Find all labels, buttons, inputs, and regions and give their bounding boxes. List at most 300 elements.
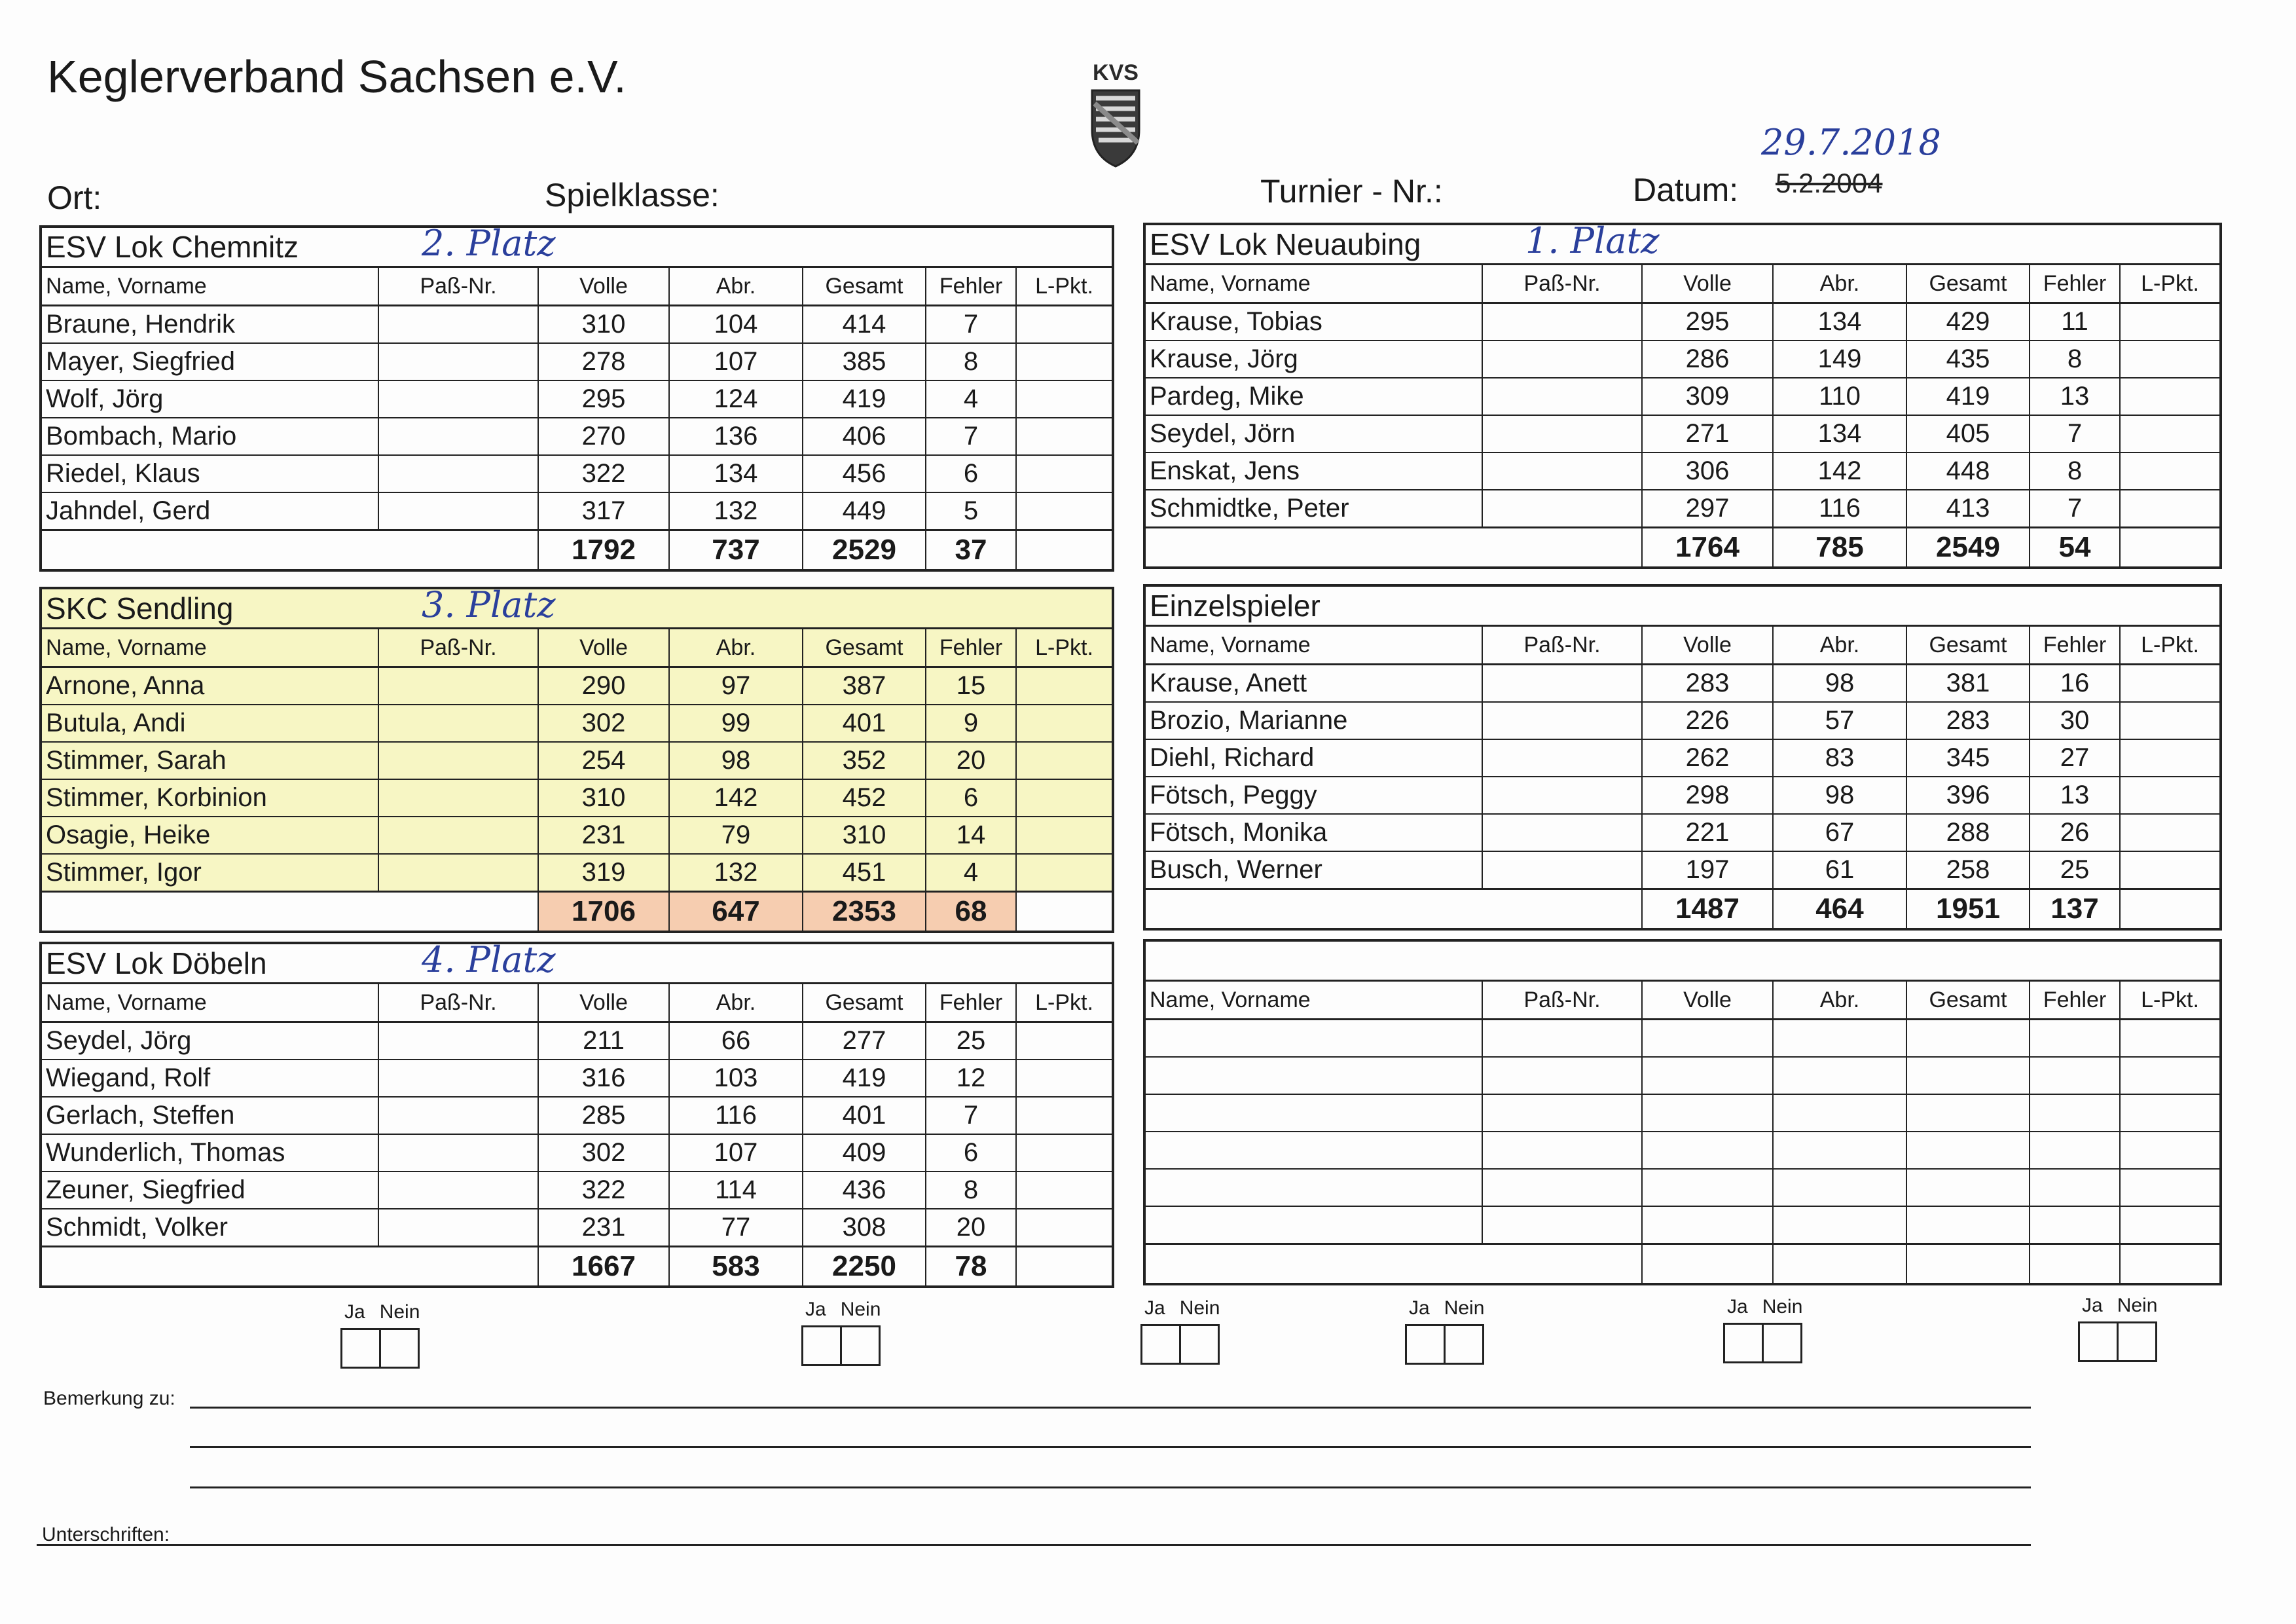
total-volle: 1706	[538, 892, 669, 932]
player-name: Wiegand, Rolf	[41, 1060, 378, 1097]
nein-checkbox[interactable]	[1181, 1324, 1220, 1365]
player-fehler: 6	[926, 779, 1016, 817]
player-row	[1144, 702, 2221, 739]
player-gesamt: 345	[1906, 739, 2030, 777]
nein-checkbox[interactable]	[381, 1328, 420, 1369]
column-header: Paß-Nr.	[1482, 981, 1642, 1020]
player-abr: 61	[1773, 851, 1906, 889]
player-row	[41, 705, 1113, 742]
player-l-pkt	[1016, 1209, 1113, 1247]
player-fehler: 9	[926, 705, 1016, 742]
player-l-pkt	[2120, 490, 2221, 528]
player-row	[1144, 1020, 2221, 1058]
nein-checkbox[interactable]	[842, 1325, 881, 1366]
player-volle: 278	[538, 343, 669, 380]
player-l-pkt	[1016, 492, 1113, 530]
player-abr: 142	[1773, 452, 1906, 490]
nein-label: Nein	[379, 1301, 420, 1323]
ja-checkbox[interactable]	[1723, 1323, 1764, 1363]
player-volle: 302	[538, 1134, 669, 1172]
total-l-pkt	[2120, 528, 2221, 568]
nein-label: Nein	[1444, 1297, 1485, 1319]
player-volle: 322	[538, 1172, 669, 1209]
total-volle: 1667	[538, 1247, 669, 1287]
player-name: Enskat, Jens	[1144, 452, 1482, 490]
bemerkung-label: Bemerkung zu:	[43, 1388, 175, 1409]
player-l-pkt	[1016, 1172, 1113, 1209]
player-l-pkt	[2120, 1057, 2221, 1094]
player-abr: 114	[669, 1172, 803, 1209]
column-header: Abr.	[1773, 626, 1906, 665]
player-row	[1144, 1094, 2221, 1132]
team-table	[1143, 584, 2222, 931]
player-abr: 67	[1773, 814, 1906, 851]
player-pass-nr	[378, 1022, 538, 1060]
player-fehler: 14	[926, 817, 1016, 854]
total-volle	[1642, 1244, 1773, 1285]
nein-checkbox[interactable]	[1764, 1323, 1802, 1363]
player-name: Krause, Jörg	[1144, 341, 1482, 378]
player-volle: 226	[1642, 702, 1773, 739]
nein-label: Nein	[2117, 1295, 2158, 1316]
player-abr: 110	[1773, 378, 1906, 415]
player-abr: 116	[669, 1097, 803, 1134]
player-name: Stimmer, Korbinion	[41, 779, 378, 817]
player-pass-nr	[1482, 1169, 1642, 1206]
bemerkung-line-2	[190, 1446, 2031, 1448]
player-name: Pardeg, Mike	[1144, 378, 1482, 415]
player-fehler: 7	[926, 1097, 1016, 1134]
player-row	[1144, 777, 2221, 814]
player-l-pkt	[2120, 814, 2221, 851]
player-fehler	[2030, 1020, 2120, 1058]
nein-checkbox[interactable]	[2119, 1321, 2157, 1362]
player-l-pkt	[2120, 452, 2221, 490]
player-abr	[1773, 1206, 1906, 1244]
player-row	[41, 380, 1113, 418]
column-header: Abr.	[1773, 265, 1906, 303]
player-pass-nr	[378, 779, 538, 817]
column-header: Abr.	[669, 629, 803, 667]
player-pass-nr	[378, 455, 538, 492]
player-l-pkt	[1016, 742, 1113, 779]
player-l-pkt	[2120, 303, 2221, 341]
player-gesamt: 258	[1906, 851, 2030, 889]
total-abr: 647	[669, 892, 803, 932]
player-gesamt: 419	[803, 1060, 926, 1097]
column-header: Volle	[538, 629, 669, 667]
player-fehler	[2030, 1132, 2120, 1169]
player-pass-nr	[1482, 1132, 1642, 1169]
total-fehler	[2030, 1244, 2120, 1285]
player-fehler: 20	[926, 742, 1016, 779]
player-fehler	[2030, 1094, 2120, 1132]
player-name: Riedel, Klaus	[41, 455, 378, 492]
player-volle: 286	[1642, 341, 1773, 378]
player-l-pkt	[2120, 702, 2221, 739]
player-volle	[1642, 1132, 1773, 1169]
total-gesamt: 2250	[803, 1247, 926, 1287]
player-gesamt: 387	[803, 667, 926, 705]
player-name: Brozio, Marianne	[1144, 702, 1482, 739]
player-l-pkt	[1016, 343, 1113, 380]
column-header: Paß-Nr.	[1482, 626, 1642, 665]
player-gesamt: 452	[803, 779, 926, 817]
player-name: Mayer, Siegfried	[41, 343, 378, 380]
player-pass-nr	[1482, 415, 1642, 452]
team-table	[39, 587, 1114, 933]
player-abr: 116	[1773, 490, 1906, 528]
total-fehler: 68	[926, 892, 1016, 932]
player-pass-nr	[378, 1097, 538, 1134]
column-header: Fehler	[2030, 981, 2120, 1020]
ja-nein-group	[1405, 1297, 1484, 1365]
player-abr: 97	[669, 667, 803, 705]
total-gesamt: 2353	[803, 892, 926, 932]
player-fehler: 6	[926, 455, 1016, 492]
player-volle: 270	[538, 418, 669, 455]
team-name: ESV Lok Chemnitz	[46, 230, 299, 264]
player-pass-nr	[1482, 739, 1642, 777]
column-header: L-Pkt.	[2120, 265, 2221, 303]
ja-nein-group	[340, 1301, 420, 1369]
placement-handwritten: 3. Platz	[422, 588, 556, 625]
player-name: Seydel, Jörn	[1144, 415, 1482, 452]
player-fehler: 8	[2030, 341, 2120, 378]
column-header: Gesamt	[803, 629, 926, 667]
player-abr: 66	[669, 1022, 803, 1060]
player-l-pkt	[2120, 1094, 2221, 1132]
column-header: Gesamt	[1906, 626, 2030, 665]
player-volle: 322	[538, 455, 669, 492]
column-header: Gesamt	[1906, 981, 2030, 1020]
column-header: L-Pkt.	[2120, 626, 2221, 665]
total-volle: 1792	[538, 530, 669, 571]
player-abr	[1773, 1020, 1906, 1058]
player-gesamt: 310	[803, 817, 926, 854]
nein-label: Nein	[1179, 1297, 1220, 1319]
player-abr	[1773, 1094, 1906, 1132]
kvs-seal-logo	[1072, 58, 1159, 175]
total-gesamt: 1951	[1906, 889, 2030, 930]
player-gesamt: 396	[1906, 777, 2030, 814]
column-header: Abr.	[669, 984, 803, 1022]
ja-label: Ja	[805, 1299, 826, 1320]
player-gesamt	[1906, 1020, 2030, 1058]
player-volle: 290	[538, 667, 669, 705]
column-header: Name, Vorname	[1144, 626, 1482, 665]
player-gesamt: 436	[803, 1172, 926, 1209]
player-gesamt: 401	[803, 1097, 926, 1134]
column-header: Volle	[538, 267, 669, 306]
player-fehler: 26	[2030, 814, 2120, 851]
player-pass-nr	[378, 418, 538, 455]
player-row	[1144, 1132, 2221, 1169]
player-pass-nr	[1482, 452, 1642, 490]
player-gesamt: 451	[803, 854, 926, 892]
player-abr: 107	[669, 1134, 803, 1172]
team-name: ESV Lok Döbeln	[46, 946, 267, 980]
player-fehler: 6	[926, 1134, 1016, 1172]
player-l-pkt	[2120, 739, 2221, 777]
totals-blank	[1144, 1244, 1642, 1285]
player-row	[41, 455, 1113, 492]
player-gesamt: 288	[1906, 814, 2030, 851]
player-row	[41, 1022, 1113, 1060]
player-gesamt: 409	[803, 1134, 926, 1172]
totals-blank	[41, 530, 538, 571]
ja-checkbox[interactable]	[340, 1328, 381, 1369]
player-row	[1144, 341, 2221, 378]
ja-checkbox[interactable]	[1140, 1324, 1181, 1365]
player-row	[1144, 452, 2221, 490]
total-fehler: 78	[926, 1247, 1016, 1287]
player-fehler: 27	[2030, 739, 2120, 777]
column-header: Name, Vorname	[41, 629, 378, 667]
player-abr: 132	[669, 492, 803, 530]
column-header: Name, Vorname	[1144, 265, 1482, 303]
column-header: Paß-Nr.	[1482, 265, 1642, 303]
player-gesamt: 435	[1906, 341, 2030, 378]
player-pass-nr	[378, 854, 538, 892]
column-header: Volle	[1642, 981, 1773, 1020]
player-volle: 295	[1642, 303, 1773, 341]
total-fehler: 54	[2030, 528, 2120, 568]
player-abr: 142	[669, 779, 803, 817]
player-gesamt: 381	[1906, 665, 2030, 703]
player-fehler: 16	[2030, 665, 2120, 703]
column-header: L-Pkt.	[1016, 267, 1113, 306]
player-row	[1144, 814, 2221, 851]
column-header: Name, Vorname	[41, 984, 378, 1022]
total-volle: 1764	[1642, 528, 1773, 568]
player-fehler: 7	[2030, 415, 2120, 452]
player-volle: 271	[1642, 415, 1773, 452]
totals-row	[41, 1247, 1113, 1287]
total-volle: 1487	[1642, 889, 1773, 930]
player-volle: 295	[538, 380, 669, 418]
svg-text:KVS: KVS	[1093, 60, 1139, 85]
player-fehler: 11	[2030, 303, 2120, 341]
column-header: L-Pkt.	[1016, 984, 1113, 1022]
player-fehler: 25	[2030, 851, 2120, 889]
column-header: L-Pkt.	[1016, 629, 1113, 667]
column-header: Fehler	[2030, 626, 2120, 665]
player-name: Wunderlich, Thomas	[41, 1134, 378, 1172]
total-l-pkt	[1016, 530, 1113, 571]
player-name	[1144, 1206, 1482, 1244]
player-volle: 316	[538, 1060, 669, 1097]
player-l-pkt	[2120, 1206, 2221, 1244]
player-gesamt	[1906, 1169, 2030, 1206]
team-table	[1143, 223, 2222, 569]
player-abr: 79	[669, 817, 803, 854]
player-abr: 98	[1773, 777, 1906, 814]
ja-checkbox[interactable]	[801, 1325, 842, 1366]
player-name	[1144, 1057, 1482, 1094]
bemerkung-line-3	[190, 1486, 2031, 1488]
column-header: Volle	[1642, 626, 1773, 665]
player-fehler: 12	[926, 1060, 1016, 1097]
placement-handwritten: 1. Platz	[1525, 224, 1660, 261]
player-gesamt: 429	[1906, 303, 2030, 341]
player-name	[1144, 1132, 1482, 1169]
player-name: Stimmer, Igor	[41, 854, 378, 892]
ja-checkbox[interactable]	[2078, 1321, 2119, 1362]
player-l-pkt	[1016, 380, 1113, 418]
column-header: Fehler	[926, 267, 1016, 306]
datum-crossed-out: 5.2.2004	[1776, 168, 1883, 198]
unterschriften-line	[37, 1544, 2031, 1546]
player-fehler: 13	[2030, 378, 2120, 415]
column-header: Abr.	[669, 267, 803, 306]
player-volle: 310	[538, 779, 669, 817]
player-row	[41, 817, 1113, 854]
player-row	[1144, 851, 2221, 889]
player-row	[41, 492, 1113, 530]
player-volle	[1642, 1057, 1773, 1094]
total-abr: 785	[1773, 528, 1906, 568]
datum-handwritten: 29.7.2018	[1761, 122, 1941, 163]
player-name: Arnone, Anna	[41, 667, 378, 705]
column-header: Fehler	[926, 629, 1016, 667]
player-fehler	[2030, 1169, 2120, 1206]
ja-nein-group	[1723, 1295, 1802, 1363]
player-pass-nr	[378, 492, 538, 530]
player-row	[41, 1097, 1113, 1134]
player-l-pkt	[2120, 1132, 2221, 1169]
player-volle	[1642, 1206, 1773, 1244]
player-l-pkt	[2120, 665, 2221, 703]
player-pass-nr	[378, 817, 538, 854]
totals-blank	[1144, 889, 1642, 930]
datum-label: Datum:	[1633, 172, 1739, 208]
total-fehler: 37	[926, 530, 1016, 571]
player-gesamt: 283	[1906, 702, 2030, 739]
player-row	[41, 418, 1113, 455]
placement-handwritten: 2. Platz	[422, 227, 556, 264]
player-fehler: 7	[926, 418, 1016, 455]
player-volle	[1642, 1169, 1773, 1206]
player-name: Zeuner, Siegfried	[41, 1172, 378, 1209]
player-gesamt: 277	[803, 1022, 926, 1060]
player-name: Seydel, Jörg	[41, 1022, 378, 1060]
team-name: ESV Lok Neuaubing	[1150, 227, 1421, 261]
player-fehler: 8	[926, 1172, 1016, 1209]
total-gesamt: 2549	[1906, 528, 2030, 568]
player-gesamt: 405	[1906, 415, 2030, 452]
player-row	[1144, 303, 2221, 341]
total-abr: 464	[1773, 889, 1906, 930]
player-gesamt	[1906, 1057, 2030, 1094]
ja-nein-group	[2078, 1294, 2157, 1362]
player-row	[1144, 665, 2221, 703]
totals-blank	[41, 1247, 538, 1287]
column-header: Paß-Nr.	[378, 267, 538, 306]
column-header: Fehler	[2030, 265, 2120, 303]
total-l-pkt	[1016, 892, 1113, 932]
player-gesamt: 448	[1906, 452, 2030, 490]
player-volle: 231	[538, 1209, 669, 1247]
ja-nein-group	[1140, 1297, 1220, 1365]
column-header: Gesamt	[803, 267, 926, 306]
player-l-pkt	[2120, 415, 2221, 452]
player-name	[1144, 1169, 1482, 1206]
ja-label: Ja	[344, 1301, 365, 1323]
team-name: SKC Sendling	[46, 591, 234, 625]
player-l-pkt	[1016, 667, 1113, 705]
player-l-pkt	[1016, 455, 1113, 492]
player-name: Stimmer, Sarah	[41, 742, 378, 779]
org-title: Keglerverband Sachsen e.V.	[47, 51, 627, 102]
ja-checkbox[interactable]	[1405, 1324, 1446, 1365]
ja-nein-group	[801, 1298, 881, 1366]
player-pass-nr	[378, 1134, 538, 1172]
player-volle: 310	[538, 306, 669, 344]
player-name	[1144, 1020, 1482, 1058]
player-fehler: 7	[2030, 490, 2120, 528]
player-name: Bombach, Mario	[41, 418, 378, 455]
player-l-pkt	[2120, 1169, 2221, 1206]
total-abr	[1773, 1244, 1906, 1285]
player-row	[41, 343, 1113, 380]
player-pass-nr	[1482, 378, 1642, 415]
player-pass-nr	[1482, 303, 1642, 341]
player-fehler: 8	[926, 343, 1016, 380]
player-row	[41, 306, 1113, 344]
unterschriften-label: Unterschriften:	[42, 1524, 170, 1545]
player-name: Gerlach, Steffen	[41, 1097, 378, 1134]
column-header: L-Pkt.	[2120, 981, 2221, 1020]
player-pass-nr	[1482, 665, 1642, 703]
player-pass-nr	[1482, 814, 1642, 851]
player-pass-nr	[378, 380, 538, 418]
ja-label: Ja	[1409, 1297, 1430, 1319]
total-gesamt: 2529	[803, 530, 926, 571]
player-row	[1144, 1057, 2221, 1094]
player-gesamt: 406	[803, 418, 926, 455]
player-pass-nr	[378, 306, 538, 344]
player-abr: 124	[669, 380, 803, 418]
player-row	[1144, 1169, 2221, 1206]
total-l-pkt	[2120, 1244, 2221, 1285]
player-volle: 317	[538, 492, 669, 530]
player-name: Schmidtke, Peter	[1144, 490, 1482, 528]
player-abr	[1773, 1132, 1906, 1169]
player-volle: 283	[1642, 665, 1773, 703]
player-gesamt: 401	[803, 705, 926, 742]
player-l-pkt	[1016, 306, 1113, 344]
nein-label: Nein	[840, 1299, 881, 1320]
player-fehler: 5	[926, 492, 1016, 530]
player-gesamt: 385	[803, 343, 926, 380]
player-abr: 83	[1773, 739, 1906, 777]
player-fehler: 4	[926, 854, 1016, 892]
player-row	[1144, 739, 2221, 777]
player-l-pkt	[1016, 817, 1113, 854]
column-header: Paß-Nr.	[378, 984, 538, 1022]
nein-checkbox[interactable]	[1446, 1324, 1484, 1365]
nein-label: Nein	[1762, 1296, 1803, 1318]
player-fehler: 20	[926, 1209, 1016, 1247]
player-volle: 306	[1642, 452, 1773, 490]
player-row	[41, 667, 1113, 705]
player-abr: 98	[669, 742, 803, 779]
totals-blank	[1144, 528, 1642, 568]
total-l-pkt	[2120, 889, 2221, 930]
player-abr: 134	[669, 455, 803, 492]
total-l-pkt	[1016, 1247, 1113, 1287]
